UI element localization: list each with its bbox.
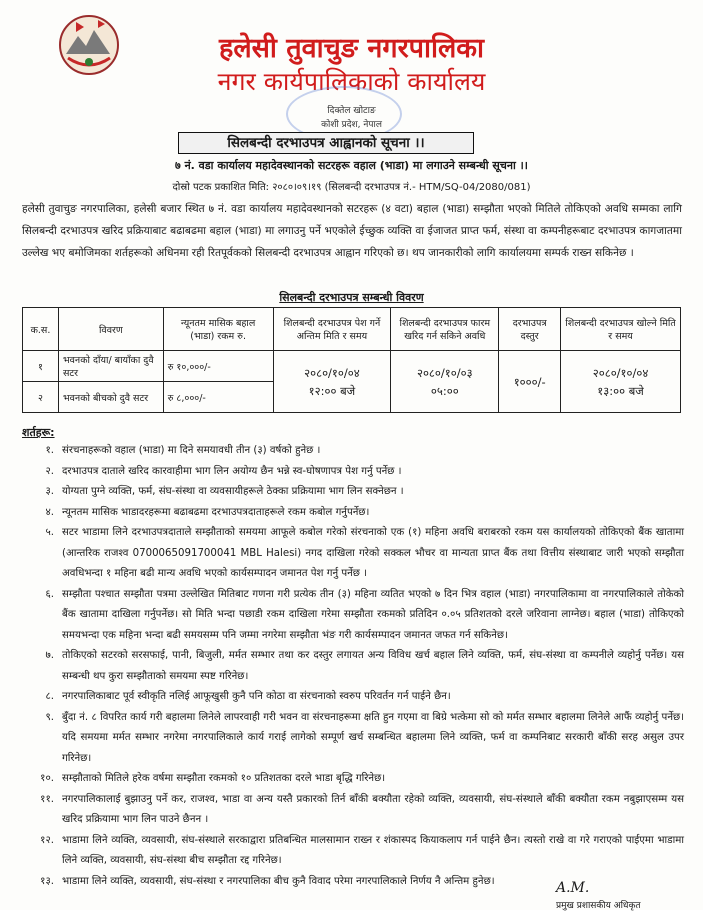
cell-rent: रु १०,०००/-: [163, 351, 273, 382]
term-text: सम्झौता पश्चात सम्झौता पत्रमा उल्लेखित मितिबाट गणना गरी प्रत्येक तीन (३) महिना व्यतित भएको ७ दिन भित्र वहाल (भाडा) नगरपालिकामा वा नगरपालिकाले तोकेको बैंक खातामा दाखिला गर्नुपर्नेछ। सो मिति भन्दा पछाडी रकम दाखिला गरेमा सम्झौता रकमको प्रतिदिन ०.०५ प्रतिशतको दरले जरिवाना लाग्नेछ। बहाल (भाडा) तोकिएको समयभन्दा एक महिना भन्दा बढी समयसम्म पनि जम्मा नगरेमा सम्झौता भंङ गरी कार्यसम्पादन जमानत जफत गर्न सकिनेछ।: [62, 588, 684, 641]
term-text: सम्झौताको मितिले हरेक वर्षमा सम्झौता रकमको १० प्रतिशतका दरले भाडा बृद्धि गरिनेछ।: [62, 773, 386, 784]
term-text: भाडामा लिने व्यक्ति, व्यवसायी, संघ-संस्थाले सरकाद्वारा प्रतिबन्धित मालसामान राख्न र शंकास्पद कियाकलाप गर्न पाईने छैन। त्यस्तो राखे वा गरे गराएको पाईएमा भाडामा लिने व्यक्ति, व्यवसायी, संघ-संस्था बीच सम्झौता रद्द गरिनेछ।: [62, 834, 684, 866]
cell-open-date: [561, 351, 681, 413]
term-text: सटर भाडामा लिने दरभाउपत्रदाताले सम्झौताको समयमा आफूले कबोल गरेको संरचनाको एक (१) महिना अवधि बराबरको रकम यस कार्यालयको तोकिएको बैंक खातामा (आन्तरिक राजश्व 0700065091700041 MBL Halesi) नगद दाखिला गरेको सक्कल भौचर वा मान्यता प्राप्त बैंक तथा वित्तीय संस्थाबाट जारी भएको सम्झौता अवधिभन्दा १ महिना बढी मान्य अवधि भएको कार्यसम्पादन जमानत पेश गर्नु पर्नेछ ।: [62, 527, 684, 579]
term-number: १२.: [40, 834, 54, 846]
terms-heading: शर्तहरू:: [22, 426, 55, 439]
submit-time: १२:०० बजे: [308, 383, 356, 398]
publish-line: दोस्रो पटक प्रकाशित मिति: २०८०।०९।१९ (सिलबन्दी दरभाउपत्र नं.- HTM/SQ-04/2080/081): [172, 182, 531, 193]
term-number: ९.: [45, 711, 54, 723]
term-number: ११.: [40, 793, 54, 805]
header-sn: क.स.: [23, 308, 59, 351]
purchase-time: ०५:००: [430, 383, 459, 398]
term-text: दरभाउपत्र दाताले खरिद कारवाहीमा भाग लिन अयोग्य छैन भन्ने स्व-घोषणापत्र पेश गर्नु पर्नेछ ।: [62, 465, 402, 477]
term-number: १३.: [40, 875, 54, 887]
cell-sn: १: [23, 351, 59, 382]
signatory-title: प्रमुख प्रशासकीय अधिकृत: [556, 901, 641, 911]
open-time: १३:०० बजे: [597, 383, 644, 398]
list-item: [22, 585, 684, 647]
list-item: [22, 831, 684, 872]
list-item: [22, 523, 684, 585]
term-number: २.: [45, 465, 54, 477]
purchase-date: २०८०/१०/०३: [416, 365, 473, 380]
address-line-2: कोशी प्रदेश, नेपाल: [321, 120, 382, 130]
notice-title: सिलबन्दी दरभाउपत्र आह्वानको सूचना ।।: [178, 132, 474, 154]
term-number: ३.: [45, 486, 54, 497]
list-item: [22, 769, 684, 790]
terms-list: [22, 441, 684, 892]
term-number: ७.: [45, 650, 54, 661]
bid-details-table: [22, 307, 681, 413]
list-item: [22, 708, 684, 770]
cell-description: भवनको बीचको दुवै सटर: [58, 382, 163, 413]
address-line-1: दिक्तेल खोटाङ: [327, 106, 376, 116]
table-row: [23, 351, 681, 382]
term-number: १०.: [40, 773, 54, 784]
cell-sn: २: [23, 382, 59, 413]
header-fee: दरभाउपत्र दस्तुर: [499, 308, 561, 351]
cell-submit-deadline: [273, 351, 391, 413]
header-open-date: शिलबन्दी दरभाउपत्र खोल्ने मिति र समय: [561, 308, 681, 351]
header-description: विवरण: [58, 308, 163, 351]
header-purchase-period: शिलबन्दी दरभाउपत्र फारम खरिद गर्न सकिने अवधि: [391, 308, 499, 351]
term-number: ५.: [45, 527, 54, 538]
list-item: [22, 462, 684, 483]
term-number: १.: [45, 445, 54, 456]
list-item: [22, 790, 684, 831]
term-number: ६.: [45, 588, 54, 600]
cell-rent: रु ८,०००/-: [163, 382, 273, 413]
municipality-name: हलेसी तुवाचुङ नगरपालिका: [218, 33, 484, 64]
term-text: संरचनाहरूको वहाल (भाडा) मा दिने समयावधी तीन (३) वर्षको हुनेछ ।: [62, 445, 321, 456]
term-number: ४.: [45, 506, 54, 518]
cell-fee: १०००/-: [499, 351, 561, 413]
term-text: बुँदा नं. ८ विपरित कार्य गरी बहालमा लिनेले लापरवाही गरी भवन वा संरचनाहरूमा क्षति हुन गएमा वा बिग्रे भत्केमा सो को मर्मत सम्भार बहालमा लिनेले आफैं व्यहोर्नु पर्नेछ। यदि समयमा मर्मत सम्भार नगरेमा नगरपालिकाले कार्य गराई लागेको सम्पूर्ण खर्च सम्बन्धित बहालमा लिने व्यक्ति, फर्म वा कम्पनिबाट सरकारी बाँकी सरह असुल उपर गरिनेछ।: [62, 711, 684, 764]
header-min-rent: न्यूनतम मासिक बहाल (भाडा) रकम रु.: [163, 308, 273, 351]
term-text: न्यूनतम मासिक भाडादरहरूमा बढाबढमा दरभाउपत्रदाताहरूले रकम कबोल गर्नुपर्नेछ।: [62, 506, 370, 518]
notice-subtitle: ७ नं. वडा कार्यालय महादेवस्थानको सटरहरू वहाल (भाडा) मा लगाउने सम्बन्धी सूचना ।।: [175, 159, 528, 172]
cell-description: भवनको दाँया/ बायाँका दुवै सटर: [58, 351, 163, 382]
list-item: [22, 687, 684, 708]
header-submit-deadline: शिलबन्दी दरभाउपत्र पेश गर्ने अन्तिम मिति र समय: [273, 308, 391, 351]
submit-date: २०८०/१०/०४: [304, 365, 360, 380]
list-item: [22, 503, 684, 524]
notice-paragraph: हलेसी तुवाचुङ नगरपालिका, हलेसी बजार स्थित ७ नं. वडा कार्यालय महादेवस्थानको सटरहरू (४ वटा) बहाल (भाडा) सम्झौता भएको मितिले तोकिएको अवधि सम्मका लागि सिलबन्दी दरभाउपत्र खरिद प्रक्रियाबाट बढाबढमा बहाल (भाडा) मा लगाउनु पर्ने भएकोले ईच्छुक व्यक्ति वा ईजाजत प्राप्त फर्म, संस्था वा कम्पनीहरूबाट दरभाउपत्र कागजातमा उल्लेख भए बमोजिमका शर्तहरूको अधिनमा रही रितपूर्वकको सिलबन्दी दरभाउपत्र आह्वान गरिएको छ। थप जानकारीको लागि कार्यालयमा सम्पर्क राख्न सकिनेछ ।: [22, 203, 682, 259]
term-text: तोकिएको सटरको सरसफाई, पानी, बिजुली, मर्मत सम्भार तथा कर दस्तुर लगायत अन्य विविध खर्च बहाल लिने व्यक्ति, फर्म, संघ-संस्था वा कम्पनीले व्यहोर्नु पर्नेछ। यस सम्बन्धी थप कुरा सम्झौताको समयमा स्पष्ट गरिनेछ।: [62, 650, 684, 682]
cell-purchase-period: [391, 351, 499, 413]
list-item: [22, 441, 684, 462]
term-text: नगरपालिकालाई बुझाउनु पर्ने कर, राजश्व, भाडा वा अन्य यस्तै प्रकारको तिर्न बाँकी बक्यौता रहेको व्यक्ति, व्यवसायी, संघ-संस्थाले बाँकी बक्यौता रकम नबुझाएसम्म यस खरिद प्रक्रियामा भाग लिन पाउने छैनन ।: [62, 793, 684, 825]
table-title: सिलबन्दी दरभाउपत्र सम्बन्धी विवरण: [279, 291, 424, 304]
open-date: २०८०/१०/०४: [592, 365, 649, 380]
list-item: [22, 482, 684, 503]
term-number: ८.: [45, 691, 54, 702]
list-item: [22, 646, 684, 687]
table-header-row: [23, 308, 681, 351]
term-text: योग्यता पुग्ने व्यक्ति, फर्म, संघ-संस्था वा व्यवसायीहरूले ठेक्का प्रक्रियामा भाग लिन सक्नेछन ।: [62, 486, 404, 497]
office-name: नगर कार्यपालिकाको कार्यालय: [217, 67, 486, 96]
signature-mark: A.M.: [556, 880, 590, 896]
term-text: नगरपालिकाबाट पूर्व स्वीकृति नलिई आफूखुसी कुनै पनि कोठा वा संरचनाको स्वरुप परिवर्तन गर्न पाईने छैन।: [62, 691, 451, 702]
term-text: भाडामा लिने व्यक्ति, व्यवसायी, संघ-संस्था र नगरपालिका बीच कुनै विवाद परेमा नगरपालिकाले निर्णय नै अन्तिम हुनेछ।: [62, 875, 495, 887]
